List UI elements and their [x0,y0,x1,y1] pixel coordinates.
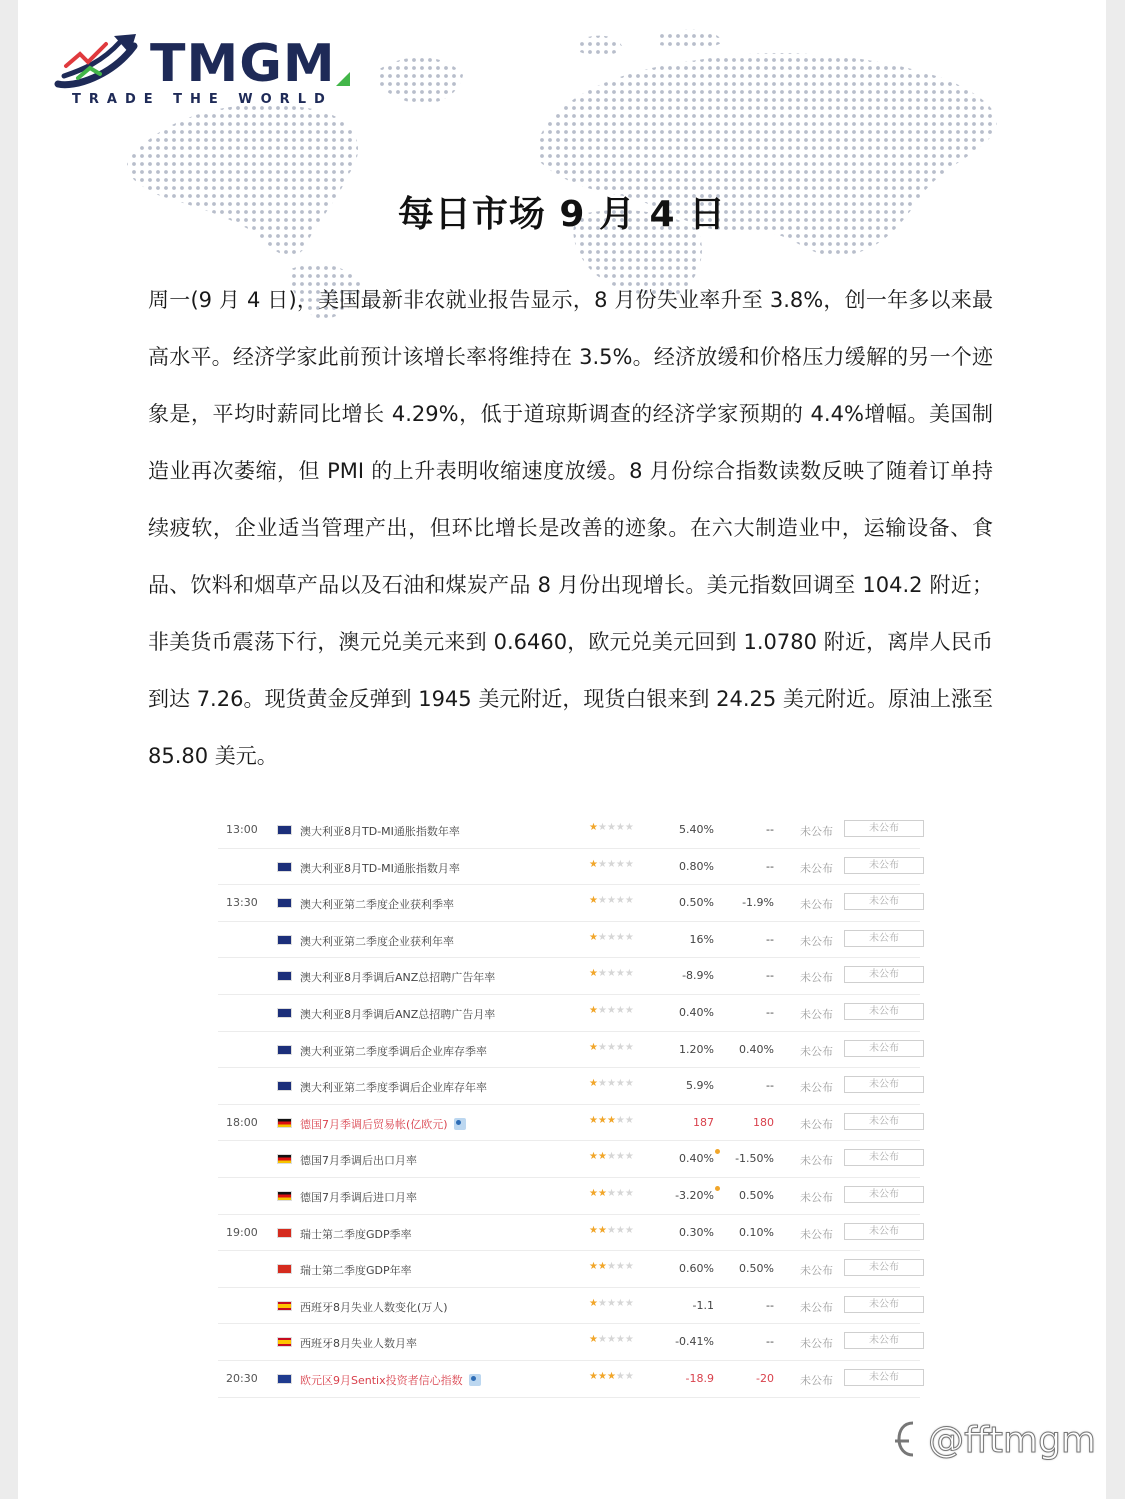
calendar-row[interactable] [218,1178,920,1215]
importance-stars [589,1115,634,1126]
es-flag-icon [277,1337,292,1347]
status-badge[interactable]: 未公布 [844,1040,924,1057]
au-flag-icon [277,935,292,945]
economic-calendar [218,812,920,1398]
star-empty-icon: ★ [606,858,616,870]
actual-value: 未公布 [800,1044,833,1058]
calendar-row[interactable] [218,885,920,922]
forecast-value: -- [766,969,774,983]
star-empty-icon: ★ [597,931,607,943]
event-name-text: 澳大利亚8月TD-MI通胀指数年率 [300,825,460,838]
event-name [300,1226,412,1242]
forecast-value: -- [766,1335,774,1349]
star-filled-icon: ★ [589,1334,598,1346]
previous-value: 16% [689,932,714,946]
importance-stars [589,1042,634,1053]
event-name [300,1262,412,1278]
previous-value: 5.40% [679,823,714,836]
event-name [300,1043,487,1059]
event-name-text: 德国7月季调后进口月率 [300,1190,417,1204]
calendar-row[interactable] [218,1361,920,1398]
previous-value: 0.40% [679,1152,714,1166]
report-page [18,0,1106,1499]
forecast-value: -20 [756,1371,774,1385]
status-badge[interactable]: 未公布 [844,1332,924,1349]
star-empty-icon: ★ [615,1078,625,1090]
star-empty-icon: ★ [615,1224,625,1236]
previous-value: -8.9% [682,969,714,983]
star-empty-icon: ★ [597,968,607,980]
forecast-value: -- [766,859,774,873]
star-filled-icon: ★ [597,1151,607,1163]
actual-value: 未公布 [800,1117,833,1131]
event-name [300,1116,466,1132]
actual-value: 未公布 [800,898,833,912]
star-empty-icon: ★ [597,822,607,833]
forecast-value: -- [766,823,774,836]
au-flag-icon [277,1045,292,1055]
tmgm-wordmark: TMGM [150,34,336,94]
status-badge[interactable]: 未公布 [844,1149,924,1166]
star-empty-icon: ★ [615,1297,625,1309]
forecast-value: -- [766,932,774,946]
event-name-text: 澳大利亚第二季度季调后企业库存季率 [300,1044,487,1058]
actual-value: 未公布 [800,1190,833,1204]
star-empty-icon: ★ [606,968,616,980]
event-name [300,1079,487,1095]
importance-stars [589,932,634,943]
page-title: 每日市场 9 月 4 日 [397,194,727,235]
forecast-value: -- [766,1005,774,1019]
star-empty-icon: ★ [615,1261,625,1273]
star-empty-icon: ★ [624,1261,634,1273]
tmgm-logo [54,30,374,112]
event-name [300,969,495,985]
star-empty-icon: ★ [606,895,616,907]
actual-value: 未公布 [800,825,833,838]
event-name [300,1189,417,1205]
importance-stars [589,968,634,979]
event-time: 13:30 [226,896,258,910]
es-flag-icon [277,1301,292,1311]
calendar-row[interactable] [218,1141,920,1178]
calendar-row[interactable] [218,849,920,886]
event-name [300,896,454,912]
event-name [300,860,460,876]
status-badge[interactable]: 未公布 [844,930,924,947]
status-badge[interactable]: 未公布 [844,1369,924,1386]
star-filled-icon: ★ [606,1370,616,1382]
star-empty-icon: ★ [615,1334,625,1346]
forecast-value: -1.50% [735,1152,774,1166]
star-empty-icon: ★ [615,1041,625,1053]
star-empty-icon: ★ [615,1114,625,1126]
importance-stars [589,859,634,870]
star-empty-icon: ★ [606,1151,616,1163]
importance-stars [589,1151,634,1162]
star-filled-icon: ★ [589,895,598,907]
au-flag-icon [277,971,292,981]
event-name-text: 西班牙8月失业人数变化(万人) [300,1300,448,1314]
star-empty-icon: ★ [624,1114,634,1126]
event-name-text: 德国7月季调后贸易帐(亿欧元) [300,1117,448,1131]
star-empty-icon: ★ [606,1078,616,1090]
importance-stars [589,1298,634,1309]
event-name-text: 瑞士第二季度GDP年率 [300,1264,412,1278]
event-info-icon[interactable] [454,1118,466,1130]
star-filled-icon: ★ [589,1187,598,1199]
au-flag-icon [277,898,292,908]
calendar-row[interactable] [218,1324,920,1361]
star-filled-icon: ★ [589,1224,598,1236]
star-empty-icon: ★ [606,1041,616,1053]
ch-flag-icon [277,1228,292,1238]
star-filled-icon: ★ [606,1114,616,1126]
star-empty-icon: ★ [624,1297,634,1309]
importance-stars [589,1261,634,1272]
logo-accent-icon [336,72,350,86]
star-empty-icon: ★ [624,1224,634,1236]
event-name-text: 西班牙8月失业人数月率 [300,1337,417,1351]
importance-stars [589,1078,634,1089]
star-empty-icon: ★ [624,968,634,980]
calendar-row[interactable] [218,1032,920,1069]
forecast-value: -- [766,1298,774,1312]
star-empty-icon: ★ [624,1041,634,1053]
star-filled-icon: ★ [589,931,598,943]
event-name [300,1299,448,1315]
star-empty-icon: ★ [606,1334,616,1346]
tmgm-logo-mark-icon [54,32,150,92]
status-badge[interactable]: 未公布 [844,1296,924,1313]
previous-value: 1.20% [679,1042,714,1056]
star-empty-icon: ★ [615,968,625,980]
status-badge[interactable]: 未公布 [844,1259,924,1276]
actual-value: 未公布 [800,1007,833,1021]
status-badge[interactable]: 未公布 [844,893,924,910]
event-time: 18:00 [226,1115,258,1129]
forecast-value: -1.9% [742,896,774,910]
actual-value: 未公布 [800,1373,833,1387]
forecast-value: 0.10% [739,1225,774,1239]
star-empty-icon: ★ [615,1151,625,1163]
star-filled-icon: ★ [589,1004,598,1016]
previous-value: 0.50% [679,896,714,910]
watermark-handle: @fftmgm [928,1420,1096,1461]
previous-value: 0.80% [679,859,714,873]
previous-value: 0.40% [679,1005,714,1019]
revised-dot-icon [715,1186,720,1191]
star-empty-icon: ★ [615,1004,625,1016]
event-time: 19:00 [226,1225,258,1239]
star-filled-icon: ★ [589,1114,598,1126]
star-filled-icon: ★ [597,1261,607,1273]
event-name [300,823,460,839]
calendar-row[interactable] [218,958,920,995]
star-empty-icon: ★ [615,1187,625,1199]
forecast-value: 0.40% [739,1042,774,1056]
actual-value: 未公布 [800,1300,833,1314]
importance-stars [589,1371,634,1382]
actual-value: 未公布 [800,1337,833,1351]
star-empty-icon: ★ [624,1334,634,1346]
star-empty-icon: ★ [624,1370,634,1382]
star-empty-icon: ★ [606,822,616,833]
star-filled-icon: ★ [597,1114,607,1126]
star-filled-icon: ★ [589,1370,598,1382]
event-name-text: 瑞士第二季度GDP季率 [300,1227,412,1241]
de-flag-icon [277,1191,292,1201]
star-filled-icon: ★ [589,1261,598,1273]
importance-stars [589,895,634,906]
status-badge[interactable]: 未公布 [844,1223,924,1240]
star-empty-icon: ★ [597,1297,607,1309]
watermark-logo-icon [891,1419,921,1459]
star-empty-icon: ★ [615,822,625,833]
star-filled-icon: ★ [589,822,598,833]
event-name [300,1372,481,1388]
star-empty-icon: ★ [615,931,625,943]
calendar-row[interactable] [218,1288,920,1325]
importance-stars [589,822,634,833]
star-empty-icon: ★ [624,1078,634,1090]
star-empty-icon: ★ [624,895,634,907]
star-filled-icon: ★ [589,1041,598,1053]
star-empty-icon: ★ [606,1297,616,1309]
star-filled-icon: ★ [597,1370,607,1382]
calendar-row[interactable] [218,995,920,1032]
star-filled-icon: ★ [589,858,598,870]
actual-value: 未公布 [800,971,833,985]
star-empty-icon: ★ [597,895,607,907]
eu-flag-icon [277,1374,292,1384]
forecast-value: -- [766,1079,774,1093]
star-empty-icon: ★ [624,858,634,870]
star-filled-icon: ★ [589,1151,598,1163]
event-name-text: 澳大利亚8月TD-MI通胀指数月率 [300,861,460,875]
calendar-row[interactable] [218,1215,920,1252]
event-time: 13:00 [226,823,258,836]
event-name [300,933,454,949]
market-summary-text: 周一(9 月 4 日)，美国最新非农就业报告显示，8 月份失业率升至 3.8%，创一年多以来最高水平。经济学家此前预计该增长率将维持在 3.5%。经济放缓和价格压力缓解的另一个迹象是，平均时薪同比增长 4.29%，低于道琼斯调查的经济学家预期的 4.4%增幅。美国制造业再次萎缩，但 PMI 的上升表明收缩速度放缓。8 月份综合指数读数反映了随着订单持续疲软，企业适当管理产出，但环比增长是改善的迹象。在六大制造业中，运输设备、食品、饮料和烟草产品以及石油和煤炭产品 8 月份出现增长。美元指数回调至 104.2 附近；非美货币震荡下行，澳元兑美元来到 0.6460，欧元兑美元回到 1.0780 附近，离岸人民币到达 7.26。现货黄金反弹到 1945 美元附近，现货白银来到 24.25 美元附近。原油上涨至 85.80 美元。 [148,288,993,768]
previous-value: 5.9% [686,1079,714,1093]
event-name [300,1006,495,1022]
ch-flag-icon [277,1264,292,1274]
star-empty-icon: ★ [624,822,634,833]
star-empty-icon: ★ [606,1261,616,1273]
star-empty-icon: ★ [624,1151,634,1163]
star-filled-icon: ★ [589,1078,598,1090]
au-flag-icon [277,1008,292,1018]
star-empty-icon: ★ [597,1078,607,1090]
au-flag-icon [277,1081,292,1091]
event-name-text: 澳大利亚第二季度企业获利季率 [300,898,454,912]
calendar-row[interactable] [218,922,920,959]
status-badge[interactable]: 未公布 [844,857,924,874]
event-info-icon[interactable] [469,1374,481,1386]
event-name-text: 澳大利亚第二季度季调后企业库存年率 [300,1081,487,1095]
star-filled-icon: ★ [597,1187,607,1199]
previous-value: -0.41% [675,1335,714,1349]
previous-value: -3.20% [675,1188,714,1202]
star-empty-icon: ★ [615,1370,625,1382]
star-empty-icon: ★ [606,1004,616,1016]
forecast-value: 0.50% [739,1188,774,1202]
tmgm-tagline: TRADE THE WORLD [72,92,333,107]
star-filled-icon: ★ [589,1297,598,1309]
star-empty-icon: ★ [624,1004,634,1016]
star-filled-icon: ★ [597,1224,607,1236]
star-empty-icon: ★ [606,1224,616,1236]
star-filled-icon: ★ [589,968,598,980]
star-empty-icon: ★ [606,931,616,943]
star-empty-icon: ★ [597,1004,607,1016]
calendar-row[interactable] [218,1251,920,1288]
previous-value: -1.1 [692,1298,714,1312]
status-badge[interactable]: 未公布 [844,966,924,983]
previous-value: 0.60% [679,1262,714,1276]
event-name [300,1152,417,1168]
forecast-value: 180 [753,1115,774,1129]
actual-value: 未公布 [800,1081,833,1095]
actual-value: 未公布 [800,934,833,948]
star-empty-icon: ★ [597,858,607,870]
importance-stars [589,1188,634,1199]
event-name [300,1335,417,1351]
previous-value: -18.9 [685,1371,714,1385]
star-empty-icon: ★ [624,931,634,943]
forecast-value: 0.50% [739,1262,774,1276]
actual-value: 未公布 [800,861,833,875]
star-empty-icon: ★ [624,1187,634,1199]
calendar-row[interactable] [218,812,920,849]
event-name-text: 澳大利亚8月季调后ANZ总招聘广告年率 [300,971,496,985]
importance-stars [589,1005,634,1016]
star-empty-icon: ★ [597,1334,607,1346]
status-badge[interactable]: 未公布 [844,1113,924,1130]
star-empty-icon: ★ [606,1187,616,1199]
status-badge[interactable]: 未公布 [844,1076,924,1093]
event-name-text: 欧元区9月Sentix投资者信心指数 [300,1373,463,1387]
calendar-row[interactable] [218,1105,920,1142]
calendar-row[interactable] [218,1068,920,1105]
status-badge[interactable]: 未公布 [844,820,924,837]
star-empty-icon: ★ [615,858,625,870]
star-empty-icon: ★ [597,1041,607,1053]
previous-value: 0.30% [679,1225,714,1239]
status-badge[interactable]: 未公布 [844,1186,924,1203]
au-flag-icon [277,862,292,872]
importance-stars [589,1225,634,1236]
previous-value: 187 [693,1115,714,1129]
event-name-text: 德国7月季调后出口月率 [300,1154,417,1168]
importance-stars [589,1334,634,1345]
au-flag-icon [277,825,292,835]
event-name-text: 澳大利亚8月季调后ANZ总招聘广告月率 [300,1007,496,1021]
event-name-text: 澳大利亚第二季度企业获利年率 [300,934,454,948]
actual-value: 未公布 [800,1227,833,1241]
actual-value: 未公布 [800,1264,833,1278]
de-flag-icon [277,1118,292,1128]
de-flag-icon [277,1154,292,1164]
actual-value: 未公布 [800,1154,833,1168]
event-time: 20:30 [226,1371,258,1385]
status-badge[interactable]: 未公布 [844,1003,924,1020]
star-empty-icon: ★ [615,895,625,907]
